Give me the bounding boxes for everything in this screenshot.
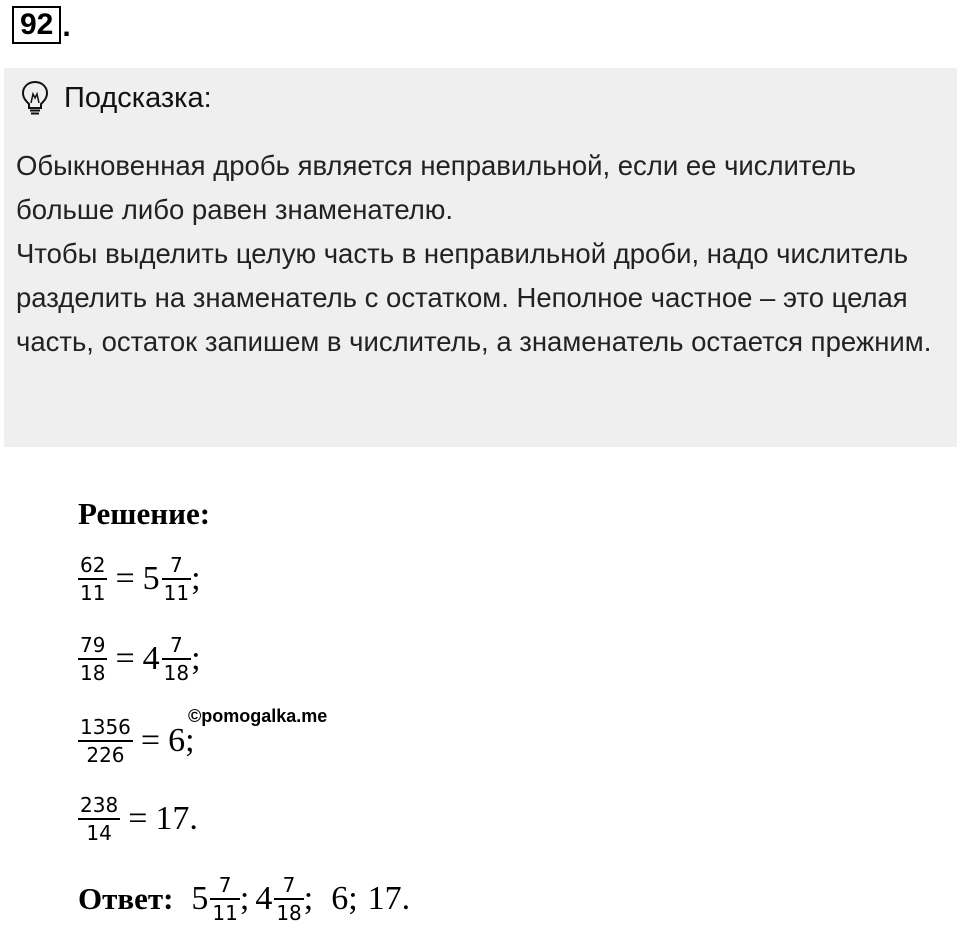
- numerator: 7: [170, 553, 183, 577]
- hint-header: [20, 80, 212, 116]
- denominator: 11: [212, 901, 238, 925]
- whole-part: 5: [142, 560, 160, 597]
- numerator: 7: [282, 873, 296, 897]
- hint-body: [16, 144, 936, 364]
- fraction: [78, 632, 107, 686]
- result-value: 17: [155, 800, 190, 837]
- fraction: [78, 792, 120, 846]
- task-number-dot: .: [62, 10, 71, 43]
- equals-sign: =: [128, 800, 148, 837]
- result-value: 6: [168, 722, 186, 759]
- hint-paragraph: Обыкновенная дробь является неправильной, если ее числитель больше либо равен знаменателю.: [16, 150, 856, 225]
- fraction: [162, 632, 191, 686]
- numerator: 79: [80, 633, 106, 657]
- solution-row: [78, 792, 198, 846]
- separator: ;: [303, 880, 314, 917]
- row-end: ;: [191, 640, 201, 677]
- fraction: [274, 872, 303, 926]
- whole-part: 4: [255, 880, 273, 917]
- task-number: [12, 6, 71, 44]
- equals-sign: =: [115, 640, 135, 677]
- separator: ;: [239, 880, 250, 917]
- hint-title: Подсказка:: [64, 82, 212, 114]
- solution-row: [78, 552, 201, 606]
- denominator: 11: [163, 581, 190, 605]
- answer-value: 6;: [331, 880, 358, 917]
- task-number-box: 92: [12, 6, 61, 44]
- fraction: [78, 552, 107, 606]
- denominator: 18: [163, 661, 190, 685]
- solution-row: [78, 632, 201, 686]
- denominator: 11: [80, 581, 106, 605]
- denominator: 226: [86, 743, 125, 767]
- solution-row: [78, 714, 195, 768]
- whole-part: 5: [191, 880, 209, 917]
- solution-title: Решение:: [78, 496, 211, 531]
- watermark: ©pomogalka.me: [188, 706, 328, 726]
- row-end: ;: [191, 560, 201, 597]
- equals-sign: =: [115, 560, 135, 597]
- row-end: .: [189, 800, 198, 837]
- numerator: 7: [170, 633, 183, 657]
- answer-label: Ответ:: [78, 881, 174, 916]
- answer-row: [78, 872, 410, 926]
- whole-part: 4: [142, 640, 160, 677]
- numerator: 1356: [80, 715, 131, 739]
- fraction: [78, 714, 133, 768]
- numerator: 7: [218, 873, 232, 897]
- equals-sign: =: [140, 722, 161, 759]
- hint-paragraph: Чтобы выделить целую часть в неправильной дроби, надо числитель разделить на знаменатель с остатком. Неполное частное – это целая часть, остаток запишем в числитель, а знаменатель остается прежним.: [16, 238, 932, 357]
- numerator: 62: [80, 553, 106, 577]
- hint-panel: [4, 68, 957, 447]
- denominator: 14: [86, 821, 112, 845]
- lightbulb-icon: [20, 80, 50, 116]
- denominator: 18: [276, 901, 302, 925]
- row-end: ;: [185, 722, 195, 759]
- fraction: [162, 552, 191, 606]
- fraction: [210, 872, 239, 926]
- denominator: 18: [80, 661, 106, 685]
- answer-value: 17.: [367, 880, 411, 917]
- numerator: 238: [80, 793, 119, 817]
